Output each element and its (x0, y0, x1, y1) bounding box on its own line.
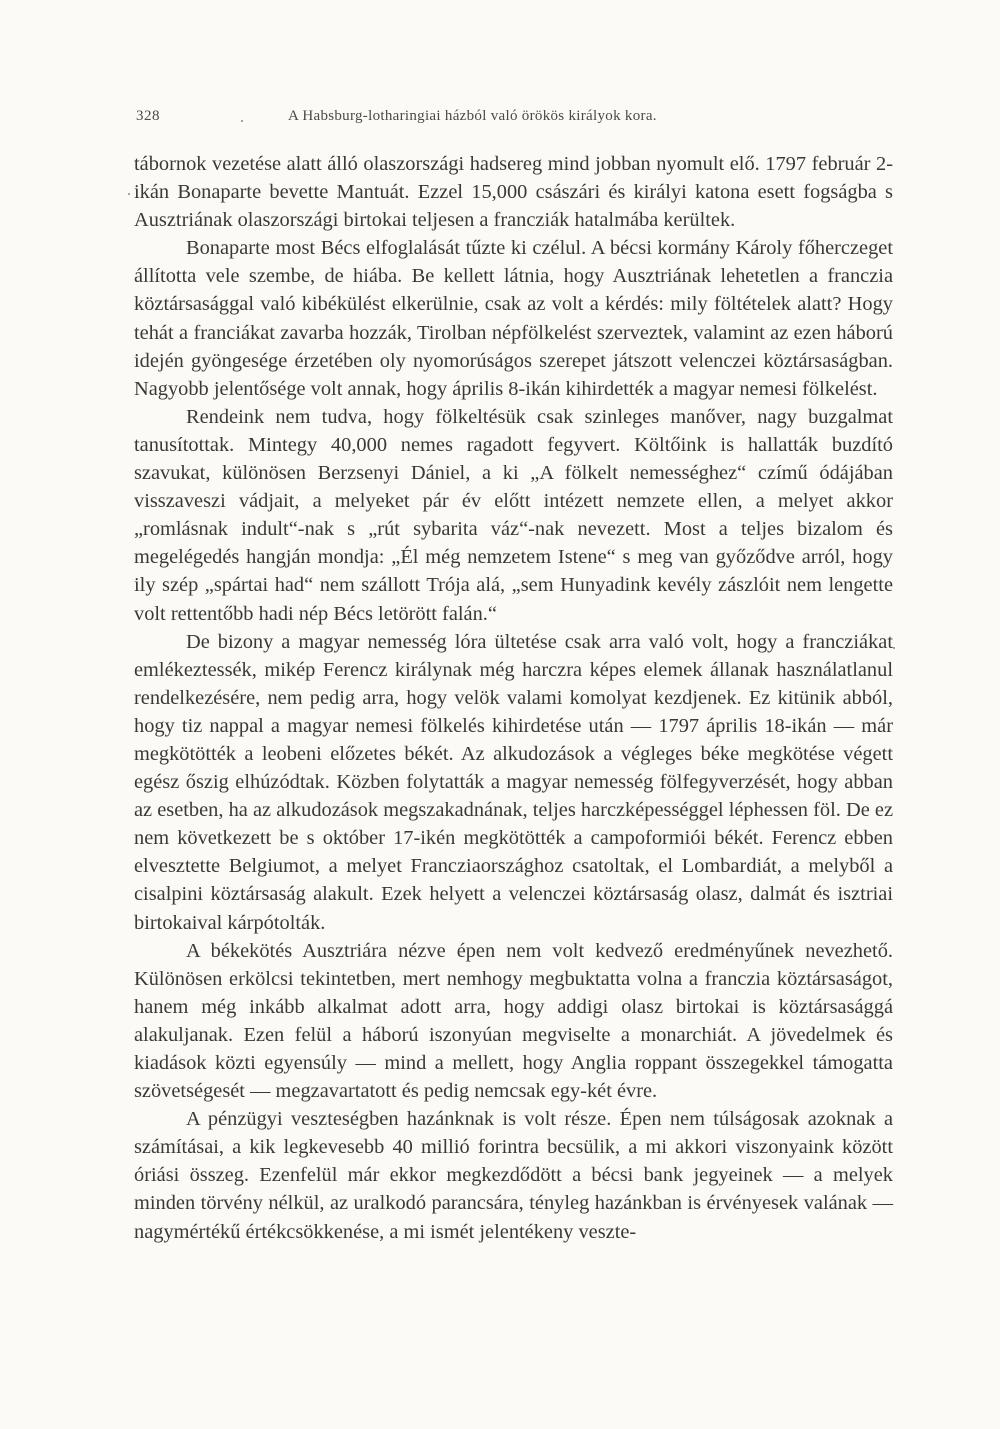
running-header (136, 108, 896, 130)
paragraph-5: A békekötés Ausztriára nézve épen nem volt kedvező eredményűnek nevezhető. Különösen erkölcsi tekintetben, mert nemhogy megbuktatta volna a franczia köztársaságot, hanem még inkább alkalmat adott arra, hogy addigi olasz birtokai is köztársasággá alakuljanak. Ezen felül a háború iszonyúan megviselte a monarchiát. A jövedelmek és kiadások közti egyensúly — mind a mellett, hogy Anglia roppant összegekkel támogatta szövetségesét — megzavartatott és pedig nemcsak egy-két évre. (134, 939, 893, 1103)
paragraph-1: tábornok vezetése alatt álló olaszországi hadsereg mind jobban nyomult elő. 1797 február 2-ikán Bonaparte bevette Mantuát. Ezzel 15,000 császári és királyi katona esett fogságba s Ausztriának olaszországi birtokai teljesen a francziák hatalmába kerültek. (134, 153, 893, 232)
paper-speck (128, 193, 130, 195)
paragraph-3: Rendeink nem tudva, hogy fölkeltésük csak szinleges manőver, nagy buzgalmat tanusítottak. Mintegy 40,000 nemes ragadott fegyvert. Költőink is hallatták buzdító szavukat, különösen Berzsenyi Dániel, a ki „A fölkelt nemességhez“ czímű ódájában visszaveszi vádjait, a melyeket pár év előtt intézett nemzete ellen, a melyet akkor „romlásnak indult“-nak s „rút sybarita váz“-nak nevezett. Most a teljes bizalom és megelégedés hangján mondja: „Él még nemzetem Istene“ s meg van győződve arról, hogy ily szép „spártai had“ nem szállott Trója alá, „sem Hunyadink kevély zászlóit nem lengette volt rettentőbb hadi nép Bécs letörött falán.“ (134, 405, 893, 625)
paragraph-6: A pénzügyi veszteségben hazánknak is volt része. Épen nem túlságosak azoknak a számításai, a kik legkevesebb 40 millió forintra becsülik, a mi akkori viszonyaink között óriási összeg. Ezenfelül már ekkor megkezdődött a bécsi bank jegyeinek — a melyek minden törvény nélkül, az uralkodó parancsára, tényleg hazánkban is érvényesek valának — nagymértékű értékcsökkenése, a mi ismét jelentékeny veszte- (134, 1108, 893, 1243)
running-title: A Habsburg-lotharingiai házból való örökös királyok kora. (288, 108, 657, 124)
paragraph-2: Bonaparte most Bécs elfoglalását tűzte ki czélul. A bécsi kormány Károly főherczeget állította vele szembe, de hiába. Be kellett látnia, hogy Ausztriának lehetetlen a franczia köztársasággal való kibékülést elkerülnie, csak az volt a kérdés: mily föltételek alatt? Hogy tehát a franciákat zavarba hozzák, Tirolban népfölkelést szerveztek, valamint az ezen háború idején gyöngesége érzetében oly nyomorúságos szerepet játszott velenczei köztársaságban. Nagyobb jelentősége volt annak, hogy április 8-ikán kihirdették a magyar nemesi fölkelést. (134, 237, 893, 400)
paper-speck (241, 120, 243, 122)
paragraph-4: De bizony a magyar nemesség lóra ültetése csak arra való volt, hogy a francziákat emlékeztessék, mikép Ferencz királynak még harczra képes elemek állanak használatlanul rendelkezésére, nem pedig arra, hogy velök valami komolyat kezdjenek. Ez kitünik abból, hogy tiz nappal a magyar nemesi fölkelés kihirdetése után — 1797 április 18-ikán — már megkötötték a leobeni előzetes békét. Az alkudozások a végleges béke megkötése végett egész őszig elhúzódtak. Közben folytatták a magyar nemesség fölfegyverzését, hogy abban az esetben, ha az alkudozások megszakadnának, teljes harczképességgel léphessen föl. De ez nem következett be s október 17-ikén megkötötték a campoformiói békét. Ferencz ebben elvesztette Belgiumot, a melyet Francziaországhoz csatoltak, el Lombardiát, a melyből a cisalpini köztársaság alakult. Ezek helyett a velenczei köztársaság olasz, dalmát és isztriai birtokaival kárpótolták. (134, 630, 893, 934)
body-text (134, 150, 893, 1246)
paper-speck (893, 647, 895, 649)
page-number: 328 (136, 108, 160, 124)
